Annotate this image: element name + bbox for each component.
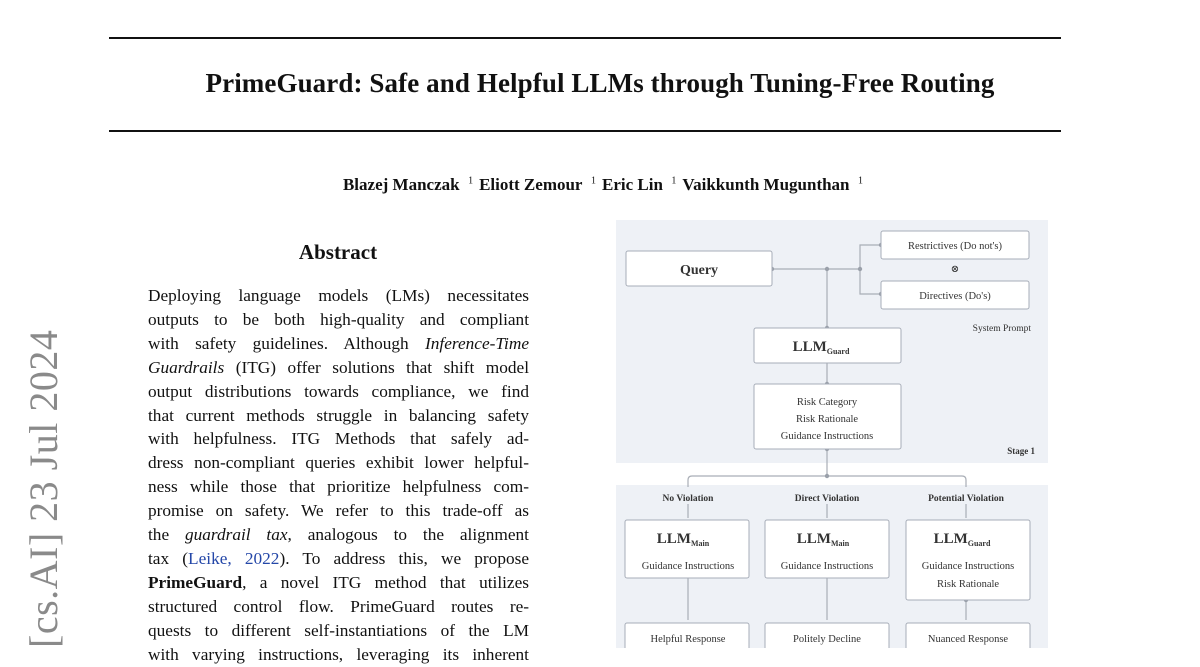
risk-rationale-label: Risk Rationale xyxy=(795,414,859,425)
abstract-line: ness while those that prioritize helpfulness com- xyxy=(148,477,529,497)
abstract-heading: Abstract xyxy=(298,240,378,264)
abstract-line: with helpfulness. ITG Methods that safely ad- xyxy=(148,429,529,449)
abstract-line: the guardrail tax, analogous to the alignment xyxy=(148,525,529,545)
top-rule xyxy=(109,37,1061,39)
abstract-line: outputs to be both high-quality and compliant xyxy=(148,309,529,329)
restrictives-label: Restrictives (Do not's) xyxy=(907,241,1003,252)
author-list xyxy=(0,175,1200,195)
nuanced-response-label: Nuanced Response xyxy=(927,634,1009,645)
abstract-line: that current methods struggle in balancing safety xyxy=(148,405,529,425)
author-entry xyxy=(676,175,863,194)
llm-main-label-no-violation: $LLM_{Main}$ xyxy=(656,531,710,548)
query-label: Query xyxy=(679,263,719,278)
llm-guard-label: $LLM_{Guard}$ xyxy=(792,339,850,356)
no-violation-label: No Violation xyxy=(662,494,714,504)
abstract-line: structured control flow. PrimeGuard routes re- xyxy=(148,596,529,616)
abstract-line: PrimeGuard, a novel ITG method that utilizes xyxy=(148,572,529,592)
llm-guard-box xyxy=(754,328,901,363)
author-affiliation-marker: 1 xyxy=(668,175,677,187)
abstract-line: with varying instructions, leveraging its inherent xyxy=(148,644,529,664)
title-bottom-rule xyxy=(109,130,1061,132)
stage1-label: Stage 1 xyxy=(1007,446,1035,456)
abstract-line: Deploying language models (LMs) necessitates xyxy=(148,286,529,305)
abstract-line: quests to different self-instantiations of the LM xyxy=(148,620,529,640)
citation-link[interactable]: Leike, 2022 xyxy=(188,548,280,568)
directives-label: Directives (Do's) xyxy=(919,291,991,302)
abstract-line: tax (Leike, 2022). To address this, we propose xyxy=(148,548,529,568)
guidance-label-no-violation: Guidance Instructions xyxy=(641,561,735,572)
abstract-line: promise on safety. We refer to this trade-off as xyxy=(148,501,529,521)
author-entry xyxy=(473,175,596,194)
politely-decline-label: Politely Decline xyxy=(793,634,861,645)
risk-rationale-label-potential-violation: Risk Rationale xyxy=(936,579,1000,590)
author-name: Eliott Zemour xyxy=(479,175,583,194)
guidance-instructions-label: Guidance Instructions xyxy=(780,431,874,442)
primeguard-figure xyxy=(616,220,1048,648)
abstract-line: dress non-compliant queries exhibit lower helpful- xyxy=(148,453,529,473)
author-name: Eric Lin xyxy=(601,175,663,194)
llm-main-label-direct-violation: $LLM_{Main}$ xyxy=(796,531,850,548)
paper-title: PrimeGuard: Safe and Helpful LLMs through Tuning-Free Routing xyxy=(205,68,995,98)
author-name: Blazej Manczak xyxy=(342,175,460,194)
guidance-label-direct-violation: Guidance Instructions xyxy=(780,561,874,572)
helpful-response-label: Helpful Response xyxy=(650,634,726,645)
author-affiliation-marker: 1 xyxy=(588,175,596,187)
abstract-line: Guardrails (ITG) offer solutions that shift model xyxy=(148,357,529,377)
abstract-line: output distributions towards compliance, we find xyxy=(148,381,529,401)
guidance-label-potential-violation: Guidance Instructions xyxy=(921,561,1015,572)
llm-guard-label-potential-violation: $LLM_{Guard}$ xyxy=(933,531,991,548)
author-entry xyxy=(337,175,473,194)
direct-violation-label: Direct Violation xyxy=(794,494,860,504)
author-name: Vaikkunth Mugunthan xyxy=(682,175,850,194)
author-affiliation-marker: 1 xyxy=(465,175,474,187)
abstract-body xyxy=(148,284,529,667)
combine-symbol: ⊗ xyxy=(950,264,960,275)
system-prompt-label: System Prompt xyxy=(972,324,1031,334)
potential-violation-label: Potential Violation xyxy=(928,494,1004,504)
abstract-line: with safety guidelines. Although Inference-Time xyxy=(148,333,529,353)
arxiv-stamp: [cs.AI] 23 Jul 2024 xyxy=(21,329,66,648)
risk-category-label: Risk Category xyxy=(796,397,858,408)
author-entry xyxy=(596,175,676,194)
author-affiliation-marker: 1 xyxy=(855,175,864,187)
